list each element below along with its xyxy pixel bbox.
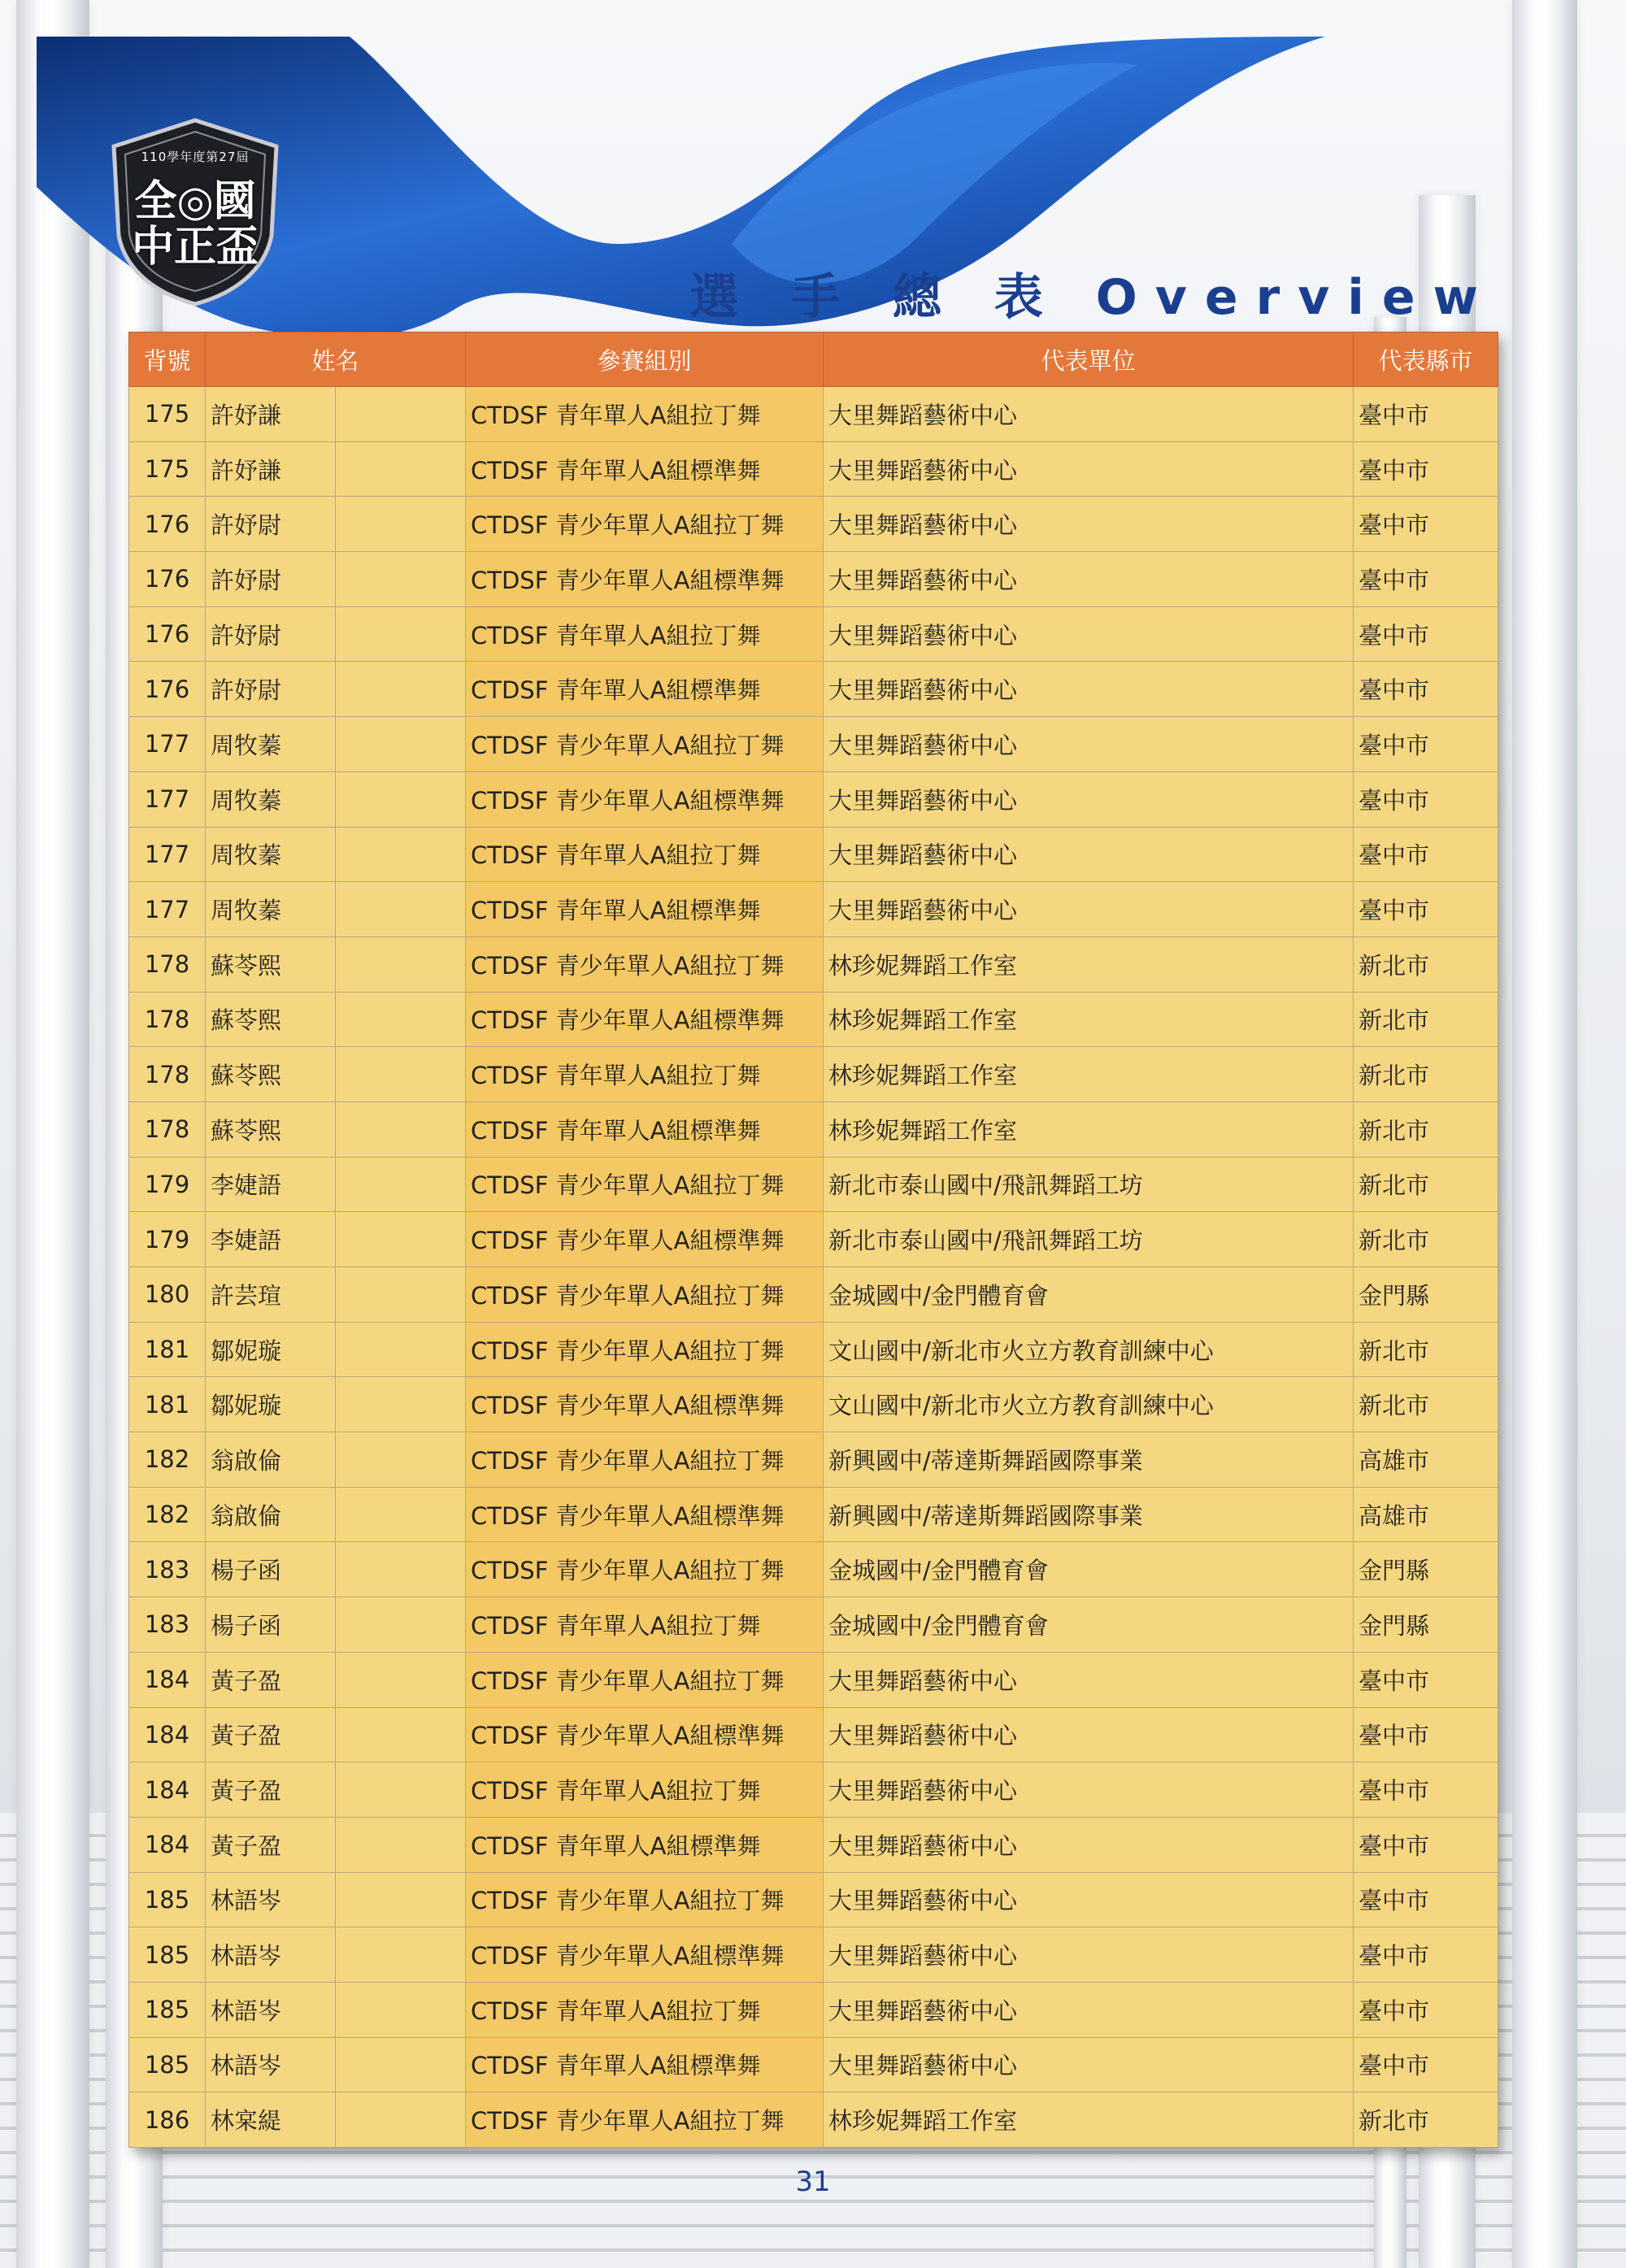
bib-cell: 178 — [129, 936, 206, 992]
name-extra-cell — [336, 771, 466, 827]
city-cell: 臺中市 — [1354, 606, 1498, 662]
table-row — [129, 1377, 1498, 1432]
city-cell: 臺中市 — [1354, 497, 1498, 552]
city-cell: 臺中市 — [1354, 827, 1498, 882]
logo-line-2: 中正盃 — [131, 222, 259, 272]
bib-cell: 185 — [129, 1927, 206, 1983]
city-cell: 臺中市 — [1354, 2037, 1498, 2092]
name-cell: 蘇苓熙 — [206, 1047, 336, 1102]
bib-cell: 175 — [129, 441, 206, 497]
name-cell: 許妤謙 — [206, 441, 336, 497]
name-extra-cell — [336, 992, 466, 1047]
category-cell: CTDSF 青少年單人A組標準舞 — [466, 1212, 824, 1267]
category-cell: CTDSF 青年單人A組標準舞 — [466, 882, 824, 937]
name-extra-cell — [336, 1707, 466, 1762]
bib-cell: 181 — [129, 1322, 206, 1377]
name-cell: 許妤尉 — [206, 497, 336, 552]
unit-cell: 文山國中/新北市火立方教育訓練中心 — [824, 1377, 1354, 1432]
bib-cell: 182 — [129, 1432, 206, 1488]
category-cell: CTDSF 青少年單人A組拉丁舞 — [466, 717, 824, 772]
name-extra-cell — [336, 1322, 466, 1377]
table-row — [129, 1652, 1498, 1707]
page-number: 31 — [795, 2166, 831, 2198]
bib-cell: 181 — [129, 1377, 206, 1432]
table-row — [129, 606, 1498, 662]
page-title: 選 手 總 表 Overview — [689, 269, 1496, 326]
bib-cell: 179 — [129, 1157, 206, 1212]
unit-cell: 大里舞蹈藝術中心 — [824, 606, 1354, 662]
name-cell: 林宲緹 — [206, 2092, 336, 2148]
category-cell: CTDSF 青年單人A組拉丁舞 — [466, 827, 824, 882]
table-row — [129, 1212, 1498, 1267]
name-extra-cell — [336, 717, 466, 772]
name-extra-cell — [336, 1542, 466, 1597]
name-extra-cell — [336, 1872, 466, 1927]
name-extra-cell — [336, 606, 466, 662]
name-extra-cell — [336, 1047, 466, 1102]
city-cell: 新北市 — [1354, 1212, 1498, 1267]
name-extra-cell — [336, 1762, 466, 1818]
table-row — [129, 1157, 1498, 1212]
bib-cell: 179 — [129, 1212, 206, 1267]
city-cell: 新北市 — [1354, 1157, 1498, 1212]
name-cell: 鄒妮璇 — [206, 1322, 336, 1377]
name-extra-cell — [336, 441, 466, 497]
city-cell: 新北市 — [1354, 1047, 1498, 1102]
name-extra-cell — [336, 497, 466, 552]
city-cell: 新北市 — [1354, 1322, 1498, 1377]
bib-cell: 184 — [129, 1707, 206, 1762]
city-cell: 新北市 — [1354, 992, 1498, 1047]
table-row — [129, 2037, 1498, 2092]
unit-cell: 大里舞蹈藝術中心 — [824, 552, 1354, 607]
table-row — [129, 387, 1498, 442]
table-row — [129, 1707, 1498, 1762]
table-row — [129, 552, 1498, 607]
name-extra-cell — [336, 1101, 466, 1157]
table-row — [129, 1817, 1498, 1872]
overview-table — [128, 332, 1498, 2148]
table-row — [129, 1047, 1498, 1102]
unit-cell: 新興國中/蒂達斯舞蹈國際事業 — [824, 1432, 1354, 1488]
name-extra-cell — [336, 1267, 466, 1323]
bib-cell: 186 — [129, 2092, 206, 2148]
bib-cell: 184 — [129, 1762, 206, 1818]
bib-cell: 178 — [129, 1047, 206, 1102]
city-cell: 臺中市 — [1354, 387, 1498, 442]
column — [1512, 0, 1577, 2268]
category-cell: CTDSF 青年單人A組標準舞 — [466, 1817, 824, 1872]
category-cell: CTDSF 青少年單人A組拉丁舞 — [466, 1652, 824, 1707]
city-cell: 臺中市 — [1354, 662, 1498, 717]
category-cell: CTDSF 青年單人A組拉丁舞 — [466, 1047, 824, 1102]
name-extra-cell — [336, 552, 466, 607]
unit-cell: 新北市泰山國中/飛訊舞蹈工坊 — [824, 1212, 1354, 1267]
category-cell: CTDSF 青年單人A組拉丁舞 — [466, 387, 824, 442]
unit-cell: 大里舞蹈藝術中心 — [824, 1707, 1354, 1762]
unit-cell: 新北市泰山國中/飛訊舞蹈工坊 — [824, 1157, 1354, 1212]
name-extra-cell — [336, 387, 466, 442]
unit-cell: 大里舞蹈藝術中心 — [824, 1927, 1354, 1983]
bib-cell: 184 — [129, 1652, 206, 1707]
city-cell: 臺中市 — [1354, 552, 1498, 607]
table-row — [129, 827, 1498, 882]
city-cell: 臺中市 — [1354, 1707, 1498, 1762]
name-cell: 周牧蓁 — [206, 717, 336, 772]
event-logo — [98, 114, 293, 309]
name-extra-cell — [336, 1377, 466, 1432]
table-row — [129, 662, 1498, 717]
bib-cell: 175 — [129, 387, 206, 442]
unit-cell: 林珍妮舞蹈工作室 — [824, 936, 1354, 992]
category-cell: CTDSF 青年單人A組拉丁舞 — [466, 1597, 824, 1653]
bib-cell: 185 — [129, 2037, 206, 2092]
city-cell: 新北市 — [1354, 1101, 1498, 1157]
category-cell: CTDSF 青少年單人A組標準舞 — [466, 992, 824, 1047]
name-extra-cell — [336, 1817, 466, 1872]
category-cell: CTDSF 青少年單人A組標準舞 — [466, 771, 824, 827]
header-unit: 代表單位 — [824, 332, 1354, 387]
bib-cell: 177 — [129, 771, 206, 827]
city-cell: 臺中市 — [1354, 1652, 1498, 1707]
name-extra-cell — [336, 2037, 466, 2092]
bib-cell: 176 — [129, 606, 206, 662]
name-extra-cell — [336, 1212, 466, 1267]
name-cell: 翁啟倫 — [206, 1487, 336, 1542]
category-cell: CTDSF 青少年單人A組拉丁舞 — [466, 1267, 824, 1323]
city-cell: 臺中市 — [1354, 1762, 1498, 1818]
bib-cell: 182 — [129, 1487, 206, 1542]
name-cell: 翁啟倫 — [206, 1432, 336, 1488]
name-extra-cell — [336, 936, 466, 992]
category-cell: CTDSF 青年單人A組拉丁舞 — [466, 1982, 824, 2037]
unit-cell: 林珍妮舞蹈工作室 — [824, 1101, 1354, 1157]
city-cell: 金門縣 — [1354, 1597, 1498, 1653]
city-cell: 高雄市 — [1354, 1487, 1498, 1542]
name-extra-cell — [336, 1927, 466, 1983]
name-extra-cell — [336, 1652, 466, 1707]
table-row — [129, 1322, 1498, 1377]
city-cell: 新北市 — [1354, 936, 1498, 992]
category-cell: CTDSF 青年單人A組標準舞 — [466, 662, 824, 717]
logo-main-text — [98, 176, 293, 272]
table-row — [129, 497, 1498, 552]
table-header-row — [129, 332, 1498, 387]
name-cell: 周牧蓁 — [206, 882, 336, 937]
bib-cell: 183 — [129, 1542, 206, 1597]
bib-cell: 176 — [129, 552, 206, 607]
unit-cell: 大里舞蹈藝術中心 — [824, 1817, 1354, 1872]
category-cell: CTDSF 青少年單人A組拉丁舞 — [466, 1872, 824, 1927]
name-cell: 許妤尉 — [206, 662, 336, 717]
table-row — [129, 441, 1498, 497]
unit-cell: 大里舞蹈藝術中心 — [824, 497, 1354, 552]
unit-cell: 大里舞蹈藝術中心 — [824, 662, 1354, 717]
logo-top-text: 110學年度第27屆 — [141, 150, 250, 164]
category-cell: CTDSF 青少年單人A組拉丁舞 — [466, 936, 824, 992]
unit-cell: 大里舞蹈藝術中心 — [824, 1762, 1354, 1818]
city-cell: 臺中市 — [1354, 771, 1498, 827]
name-extra-cell — [336, 882, 466, 937]
unit-cell: 大里舞蹈藝術中心 — [824, 882, 1354, 937]
name-extra-cell — [336, 1487, 466, 1542]
category-cell: CTDSF 青少年單人A組拉丁舞 — [466, 1322, 824, 1377]
bib-cell: 178 — [129, 1101, 206, 1157]
city-cell: 高雄市 — [1354, 1432, 1498, 1488]
table-row — [129, 1927, 1498, 1983]
name-cell: 黃子盈 — [206, 1707, 336, 1762]
table-row — [129, 1487, 1498, 1542]
bib-cell: 177 — [129, 827, 206, 882]
unit-cell: 金城國中/金門體育會 — [824, 1267, 1354, 1323]
city-cell: 臺中市 — [1354, 441, 1498, 497]
name-extra-cell — [336, 1597, 466, 1653]
category-cell: CTDSF 青少年單人A組標準舞 — [466, 1377, 824, 1432]
unit-cell: 大里舞蹈藝術中心 — [824, 1982, 1354, 2037]
category-cell: CTDSF 青少年單人A組標準舞 — [466, 1487, 824, 1542]
unit-cell: 金城國中/金門體育會 — [824, 1542, 1354, 1597]
category-cell: CTDSF 青年單人A組拉丁舞 — [466, 1762, 824, 1818]
name-cell: 林語岑 — [206, 2037, 336, 2092]
unit-cell: 大里舞蹈藝術中心 — [824, 387, 1354, 442]
category-cell: CTDSF 青年單人A組標準舞 — [466, 2037, 824, 2092]
category-cell: CTDSF 青少年單人A組標準舞 — [466, 1927, 824, 1983]
bib-cell: 185 — [129, 1982, 206, 2037]
city-cell: 臺中市 — [1354, 1927, 1498, 1983]
name-extra-cell — [336, 1982, 466, 2037]
name-cell: 許妤尉 — [206, 552, 336, 607]
header-category: 參賽組別 — [466, 332, 824, 387]
table-row — [129, 1982, 1498, 2037]
name-cell: 蘇苓熙 — [206, 992, 336, 1047]
table-row — [129, 1762, 1498, 1818]
name-cell: 李婕語 — [206, 1157, 336, 1212]
name-cell: 李婕語 — [206, 1212, 336, 1267]
name-cell: 林語岑 — [206, 1927, 336, 1983]
bib-cell: 184 — [129, 1817, 206, 1872]
city-cell: 新北市 — [1354, 1377, 1498, 1432]
category-cell: CTDSF 青年單人A組拉丁舞 — [466, 606, 824, 662]
table-row — [129, 936, 1498, 992]
unit-cell: 林珍妮舞蹈工作室 — [824, 1047, 1354, 1102]
name-extra-cell — [336, 827, 466, 882]
unit-cell: 大里舞蹈藝術中心 — [824, 827, 1354, 882]
name-cell: 周牧蓁 — [206, 771, 336, 827]
name-extra-cell — [336, 1432, 466, 1488]
table-row — [129, 1101, 1498, 1157]
table-row — [129, 1597, 1498, 1653]
bib-cell: 183 — [129, 1597, 206, 1653]
name-cell: 楊子函 — [206, 1542, 336, 1597]
name-cell: 黃子盈 — [206, 1762, 336, 1818]
unit-cell: 金城國中/金門體育會 — [824, 1597, 1354, 1653]
name-cell: 林語岑 — [206, 1872, 336, 1927]
unit-cell: 文山國中/新北市火立方教育訓練中心 — [824, 1322, 1354, 1377]
unit-cell: 新興國中/蒂達斯舞蹈國際事業 — [824, 1487, 1354, 1542]
overview-table-container — [128, 332, 1498, 2148]
bib-cell: 180 — [129, 1267, 206, 1323]
header-name: 姓名 — [206, 332, 466, 387]
table-row — [129, 771, 1498, 827]
name-cell: 蘇苓熙 — [206, 936, 336, 992]
unit-cell: 大里舞蹈藝術中心 — [824, 1872, 1354, 1927]
city-cell: 金門縣 — [1354, 1267, 1498, 1323]
name-extra-cell — [336, 2092, 466, 2148]
category-cell: CTDSF 青少年單人A組拉丁舞 — [466, 1157, 824, 1212]
category-cell: CTDSF 青少年單人A組標準舞 — [466, 552, 824, 607]
city-cell: 臺中市 — [1354, 1982, 1498, 2037]
name-extra-cell — [336, 662, 466, 717]
category-cell: CTDSF 青少年單人A組拉丁舞 — [466, 1432, 824, 1488]
bib-cell: 177 — [129, 882, 206, 937]
name-cell: 許芸瑄 — [206, 1267, 336, 1323]
name-cell: 黃子盈 — [206, 1652, 336, 1707]
bib-cell: 176 — [129, 662, 206, 717]
name-cell: 蘇苓熙 — [206, 1101, 336, 1157]
table-row — [129, 717, 1498, 772]
table-row — [129, 992, 1498, 1047]
table-row — [129, 1872, 1498, 1927]
name-cell: 鄒妮璇 — [206, 1377, 336, 1432]
header-city: 代表縣市 — [1354, 332, 1498, 387]
name-cell: 林語岑 — [206, 1982, 336, 2037]
category-cell: CTDSF 青少年單人A組標準舞 — [466, 1707, 824, 1762]
city-cell: 臺中市 — [1354, 1872, 1498, 1927]
unit-cell: 大里舞蹈藝術中心 — [824, 771, 1354, 827]
header-bib: 背號 — [129, 332, 206, 387]
table-row — [129, 882, 1498, 937]
category-cell: CTDSF 青少年單人A組拉丁舞 — [466, 497, 824, 552]
name-cell: 周牧蓁 — [206, 827, 336, 882]
bib-cell: 176 — [129, 497, 206, 552]
category-cell: CTDSF 青年單人A組標準舞 — [466, 441, 824, 497]
table-row — [129, 1542, 1498, 1597]
city-cell: 臺中市 — [1354, 882, 1498, 937]
name-extra-cell — [336, 1157, 466, 1212]
bib-cell: 178 — [129, 992, 206, 1047]
name-cell: 許妤尉 — [206, 606, 336, 662]
bib-cell: 177 — [129, 717, 206, 772]
category-cell: CTDSF 青少年單人A組拉丁舞 — [466, 2092, 824, 2148]
unit-cell: 大里舞蹈藝術中心 — [824, 2037, 1354, 2092]
bib-cell: 185 — [129, 1872, 206, 1927]
unit-cell: 林珍妮舞蹈工作室 — [824, 2092, 1354, 2148]
name-cell: 楊子函 — [206, 1597, 336, 1653]
city-cell: 新北市 — [1354, 2092, 1498, 2148]
city-cell: 臺中市 — [1354, 1817, 1498, 1872]
city-cell: 金門縣 — [1354, 1542, 1498, 1597]
unit-cell: 大里舞蹈藝術中心 — [824, 1652, 1354, 1707]
name-cell: 許妤謙 — [206, 387, 336, 442]
unit-cell: 林珍妮舞蹈工作室 — [824, 992, 1354, 1047]
name-cell: 黃子盈 — [206, 1817, 336, 1872]
category-cell: CTDSF 青少年單人A組拉丁舞 — [466, 1542, 824, 1597]
table-row — [129, 2092, 1498, 2148]
unit-cell: 大里舞蹈藝術中心 — [824, 717, 1354, 772]
table-row — [129, 1432, 1498, 1488]
unit-cell: 大里舞蹈藝術中心 — [824, 441, 1354, 497]
category-cell: CTDSF 青年單人A組標準舞 — [466, 1101, 824, 1157]
table-row — [129, 1267, 1498, 1323]
logo-line-1: 全◎國 — [134, 176, 256, 226]
city-cell: 臺中市 — [1354, 717, 1498, 772]
